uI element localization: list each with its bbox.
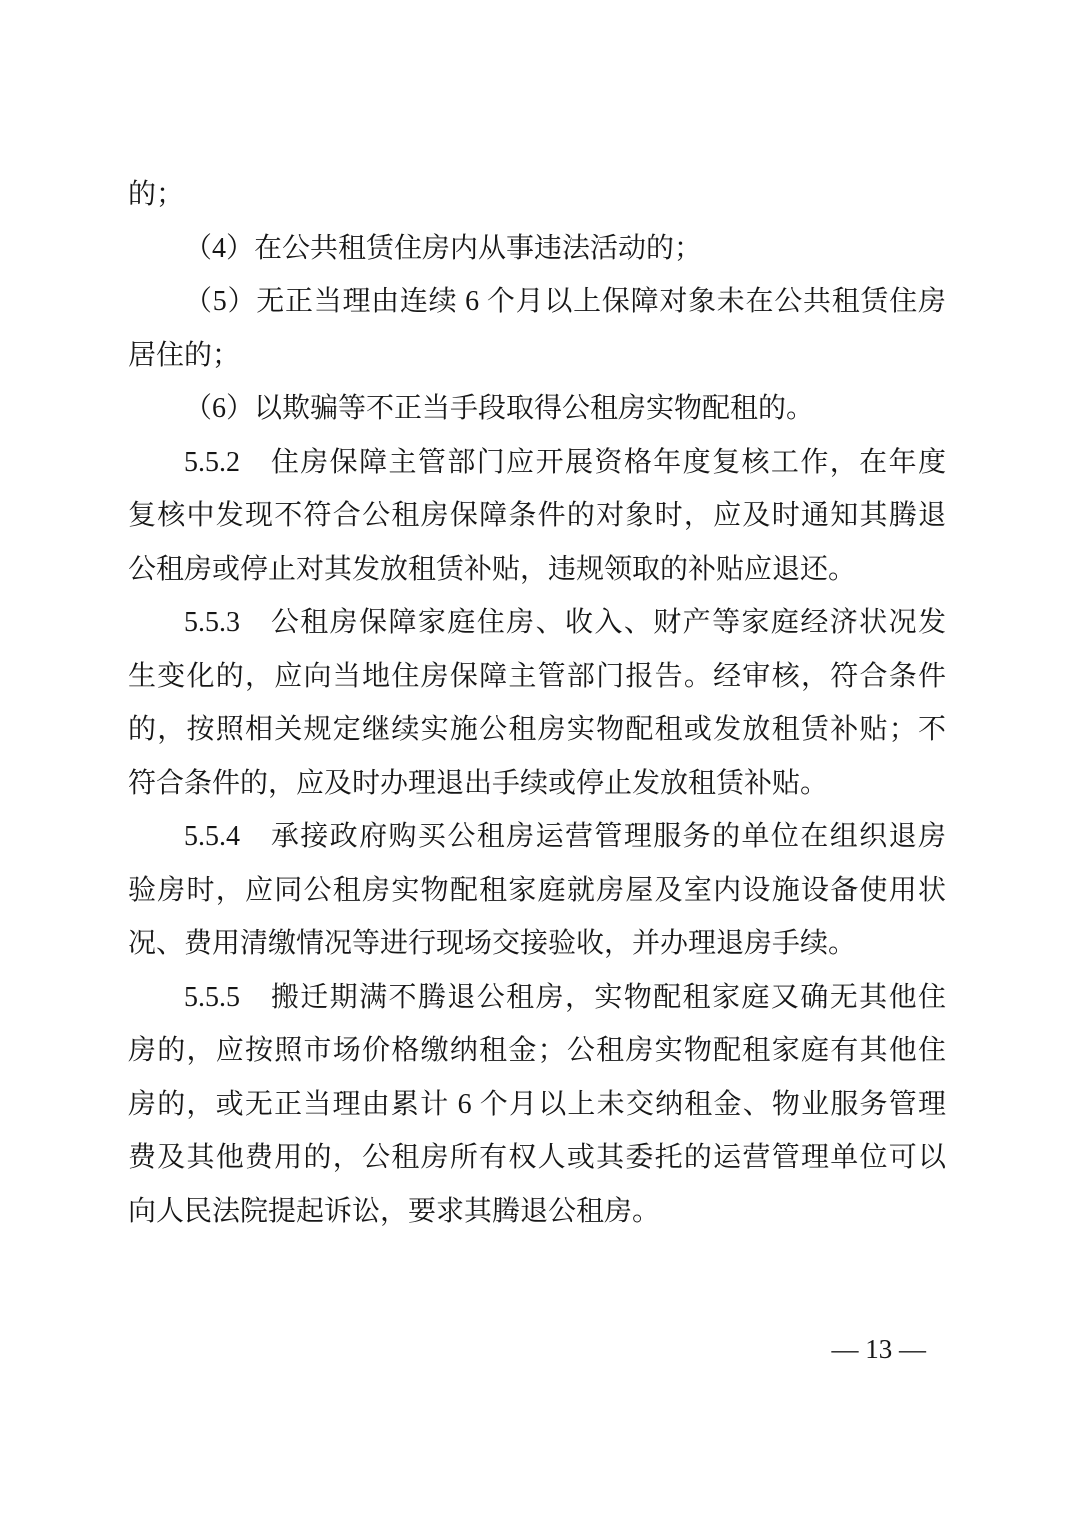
text-line: 房的，或无正当理由累计 6 个月以上未交纳租金、物业服务管理 [128, 1088, 946, 1120]
document-body [128, 168, 946, 1238]
text-line: 费及其他费用的，公租房所有权人或其委托的运营管理单位可以 [128, 1142, 946, 1173]
text-line: 5.5.3 公租房保障家庭住房、收入、财产等家庭经济状况发 [184, 607, 946, 638]
text-line: 生变化的，应向当地住房保障主管部门报告。经审核，符合条件 [128, 660, 946, 692]
text-line: 况、费用清缴情况等进行现场交接验收，并办理退房手续。 [128, 928, 857, 959]
text-line: （6）以欺骗等不正当手段取得公租房实物配租的。 [184, 393, 815, 424]
page-number: — 13 — [831, 1334, 926, 1364]
text-line: 的，按照相关规定继续实施公租房实物配租或发放租赁补贴；不 [128, 714, 946, 745]
page-footer [832, 1332, 927, 1366]
text-line: 复核中发现不符合公租房保障条件的对象时，应及时通知其腾退 [128, 500, 946, 531]
text-line: 验房时，应同公租房实物配租家庭就房屋及室内设施设备使用状 [128, 874, 946, 906]
text-line: 的； [128, 179, 185, 210]
text-line: 5.5.2 住房保障主管部门应开展资格年度复核工作，在年度 [184, 446, 946, 478]
text-line: 5.5.5 搬迁期满不腾退公租房，实物配租家庭又确无其他住 [184, 981, 946, 1013]
text-line: 向人民法院提起诉讼，要求其腾退公租房。 [128, 1195, 661, 1227]
text-line: （4）在公共租赁住房内从事违法活动的； [184, 232, 703, 264]
text-line: 公租房或停止对其发放租赁补贴，违规领取的补贴应退还。 [128, 553, 857, 585]
text-line: （5）无正当理由连续 6 个月以上保障对象未在公共租赁住房 [184, 286, 946, 317]
text-line: 居住的； [128, 339, 241, 371]
text-line: 符合条件的，应及时办理退出手续或停止发放租赁补贴。 [128, 767, 829, 799]
text-line: 5.5.4 承接政府购买公租房运营管理服务的单位在组织退房 [184, 821, 946, 852]
text-line: 房的，应按照市场价格缴纳租金；公租房实物配租家庭有其他住 [128, 1035, 946, 1066]
